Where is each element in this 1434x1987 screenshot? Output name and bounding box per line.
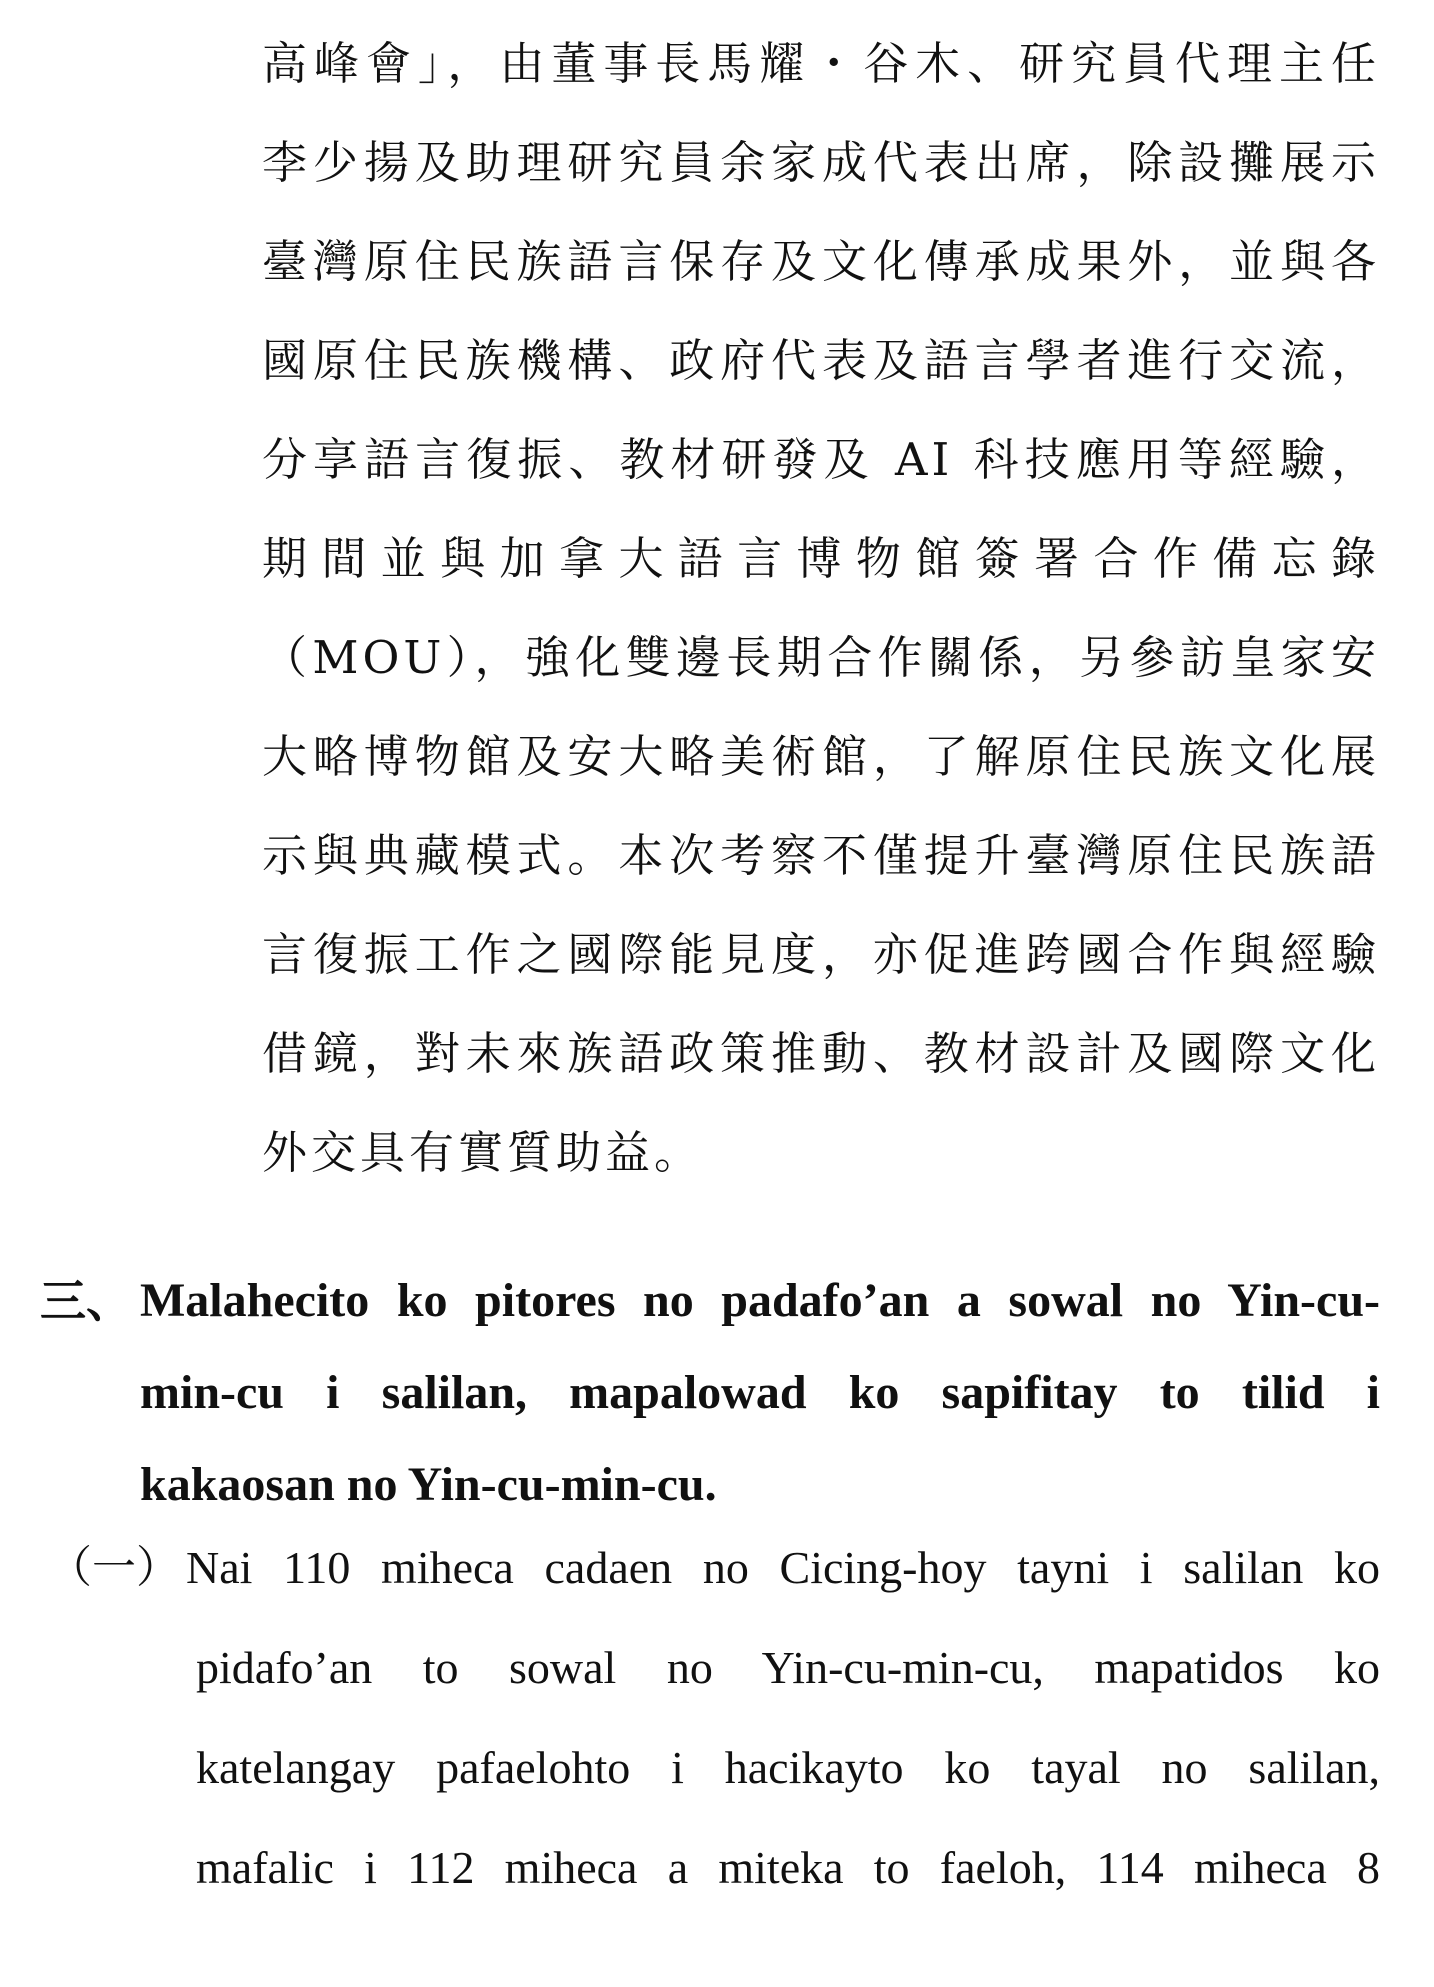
paragraph-line: （MOU），強化雙邊長期合作關係，另參訪皇家安 [262,631,1380,684]
heading-line: kakaosan no Yin-cu-min-cu. [140,1458,717,1511]
paragraph-line: 期間並與加拿大語言博物館簽署合作備忘錄 [262,532,1380,585]
chinese-paragraph [262,14,1380,1202]
paragraph-line: 臺灣原住民族語言保存及文化傳承成果外，並與各 [262,235,1380,288]
paragraph-line: 分享語言復振、教材研發及 AI 科技應用等經驗， [262,433,1380,486]
heading-line: Malahecito ko pitores no padafo’an a sowal no Yin-cu- [140,1274,1380,1327]
paragraph-line: 高峰會」，由董事長馬耀・谷木、研究員代理主任 [262,37,1380,90]
paragraph-line: 借鏡，對未來族語政策推動、教材設計及國際文化 [262,1027,1380,1080]
paragraph-line: 國原住民族機構、政府代表及語言學者進行交流， [262,334,1380,387]
sub-item-line: katelangay pafaelohto i hacikayto ko tayal no salilan, [196,1742,1380,1793]
sub-item-body [196,1618,1380,1918]
paragraph-line: 李少揚及助理研究員余家成代表出席，除設攤展示 [262,136,1380,189]
sub-item-first-line: Nai 110 miheca cadaen no Cicing-hoy tayni i salilan ko [186,1542,1380,1593]
paragraph-line: 言復振工作之國際能見度，亦促進跨國合作與經驗 [262,928,1380,981]
sub-item-line: pidafo’an to sowal no Yin-cu-min-cu, mapatidos ko [196,1642,1380,1693]
section-number: 三、 [40,1274,132,1328]
sub-item-line: mafalic i 112 miheca a miteka to faeloh, 114 miheca 8 [196,1842,1380,1893]
paragraph-line: 外交具有實質助益。 [262,1126,704,1179]
section-heading-text [140,1255,1380,1531]
sub-item-number: （一） [48,1542,180,1593]
paragraph-line: 大略博物館及安大略美術館，了解原住民族文化展 [262,730,1380,783]
paragraph-line: 示與典藏模式。本次考察不僅提升臺灣原住民族語 [262,829,1380,882]
heading-line: min-cu i salilan, mapalowad ko sapifitay to tilid i [140,1366,1380,1419]
